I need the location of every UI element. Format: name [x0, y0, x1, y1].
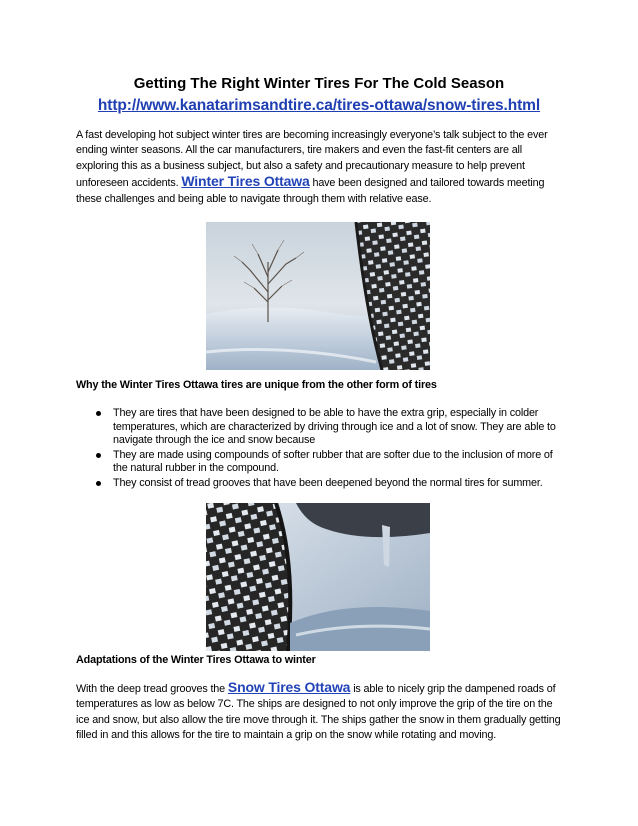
snow-tires-ottawa-link[interactable]: Snow Tires Ottawa: [227, 679, 351, 695]
list-item: They are made using compounds of softer rubber that are softer due to the inclusion of more of the natural rubber in the compound.: [76, 449, 566, 476]
intro-paragraph: [76, 128, 566, 207]
adaptations-text-end: is able to nicely grip the dampened roads of temperatures as low as below 7C. The ships are designed to not only improve the grip of the tire on the ice and snow, but also allow the tire move through it. The ships gather the snow in them gradually getting filled in and this allows for the tire to maintain a grip on the snow while rotating and moving.: [76, 683, 561, 742]
winter-tires-ottawa-link[interactable]: Winter Tires Ottawa: [181, 173, 310, 190]
document-title: Getting The Right Winter Tires For The Cold Season: [133, 75, 505, 92]
adaptations-paragraph: [76, 680, 566, 744]
tire-features-list: [76, 407, 566, 492]
snow-tire-photo-1: [206, 222, 430, 370]
list-item: They are tires that have been designed to be able to have the extra grip, especially in colder temperatures, which are characterized by driving through ice and a lot of snow. They are able to navigate through the ice and snow because: [76, 407, 566, 448]
snow-tire-photo-2: [206, 503, 430, 651]
intro-text-start: A fast developing hot subject winter tires are becoming increasingly everyone’s talk subject to the ever ending winter seasons. All the car manufacturers, tire makers and even the fast-fit centers are all exploring this as a business subject, but also a safety and precautionary measure to help prevent unforeseen accidents.: [76, 129, 548, 190]
list-item: They consist of tread grooves that have been deepened beyond the normal tires for summer.: [76, 477, 566, 491]
section2-heading: Adaptations of the Winter Tires Ottawa to winter: [76, 654, 316, 666]
title-url-link[interactable]: http://www.kanatarimsandtire.ca/tires-ottawa/snow-tires.html: [97, 97, 541, 114]
intro-text-end: have been designed and tailored towards meeting these challenges and being able to navigate through them with relative ease.: [76, 177, 545, 205]
adaptations-text-start: With the deep tread grooves the: [76, 683, 226, 695]
section1-heading: Why the Winter Tires Ottawa tires are unique from the other form of tires: [76, 379, 437, 391]
